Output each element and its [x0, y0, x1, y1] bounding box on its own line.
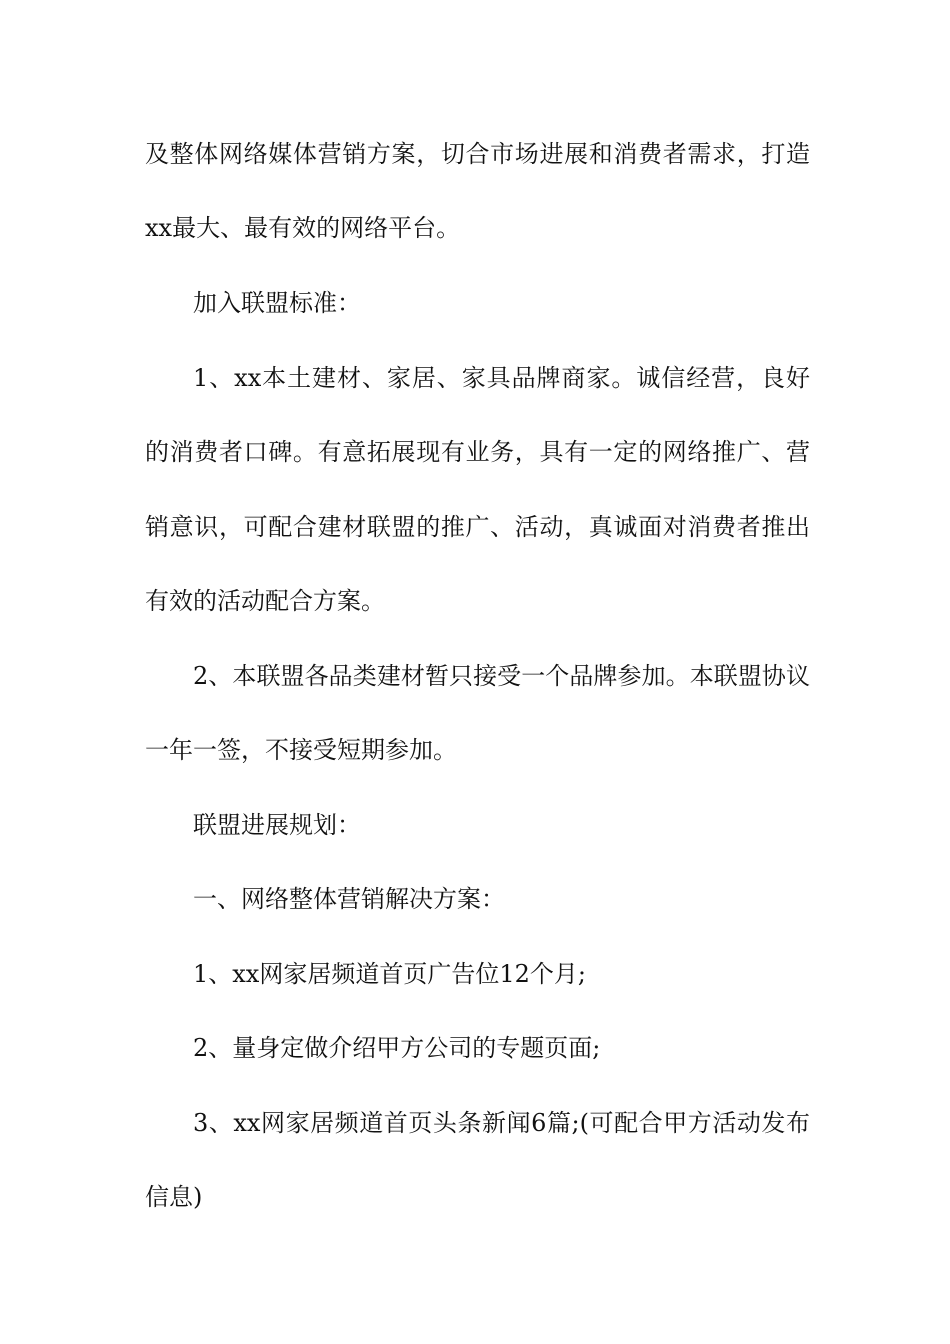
- paragraph-line: xx最大、最有效的网络平台。: [145, 214, 461, 242]
- section-heading: 联盟进展规划：: [193, 811, 361, 839]
- section-heading: 加入联盟标准：: [193, 289, 361, 317]
- paragraph-line: 销意识，可配合建材联盟的推广、活动，真诚面对消费者推出: [145, 513, 810, 541]
- list-item: 1、xx网家居频道首页广告位12个月;: [193, 960, 586, 988]
- paragraph-line: 有效的活动配合方案。: [145, 587, 385, 615]
- subsection-heading: 一、网络整体营销解决方案：: [193, 885, 505, 913]
- paragraph-line: 一年一签，不接受短期参加。: [145, 736, 457, 764]
- paragraph-line: 及整体网络媒体营销方案，切合市场进展和消费者需求，打造: [145, 140, 810, 168]
- paragraph-line: 的消费者口碑。有意拓展现有业务，具有一定的网络推广、营: [145, 438, 810, 466]
- paragraph-line: 2、本联盟各品类建材暂只接受一个品牌参加。本联盟协议: [193, 662, 810, 690]
- paragraph-line: 1、xx本土建材、家居、家具品牌商家。诚信经营，良好: [193, 364, 810, 392]
- list-item: 2、量身定做介绍甲方公司的专题页面;: [193, 1034, 601, 1062]
- list-item: 3、xx网家居频道首页头条新闻6篇;(可配合甲方活动发布: [193, 1109, 810, 1137]
- list-item-continuation: 信息): [145, 1183, 203, 1211]
